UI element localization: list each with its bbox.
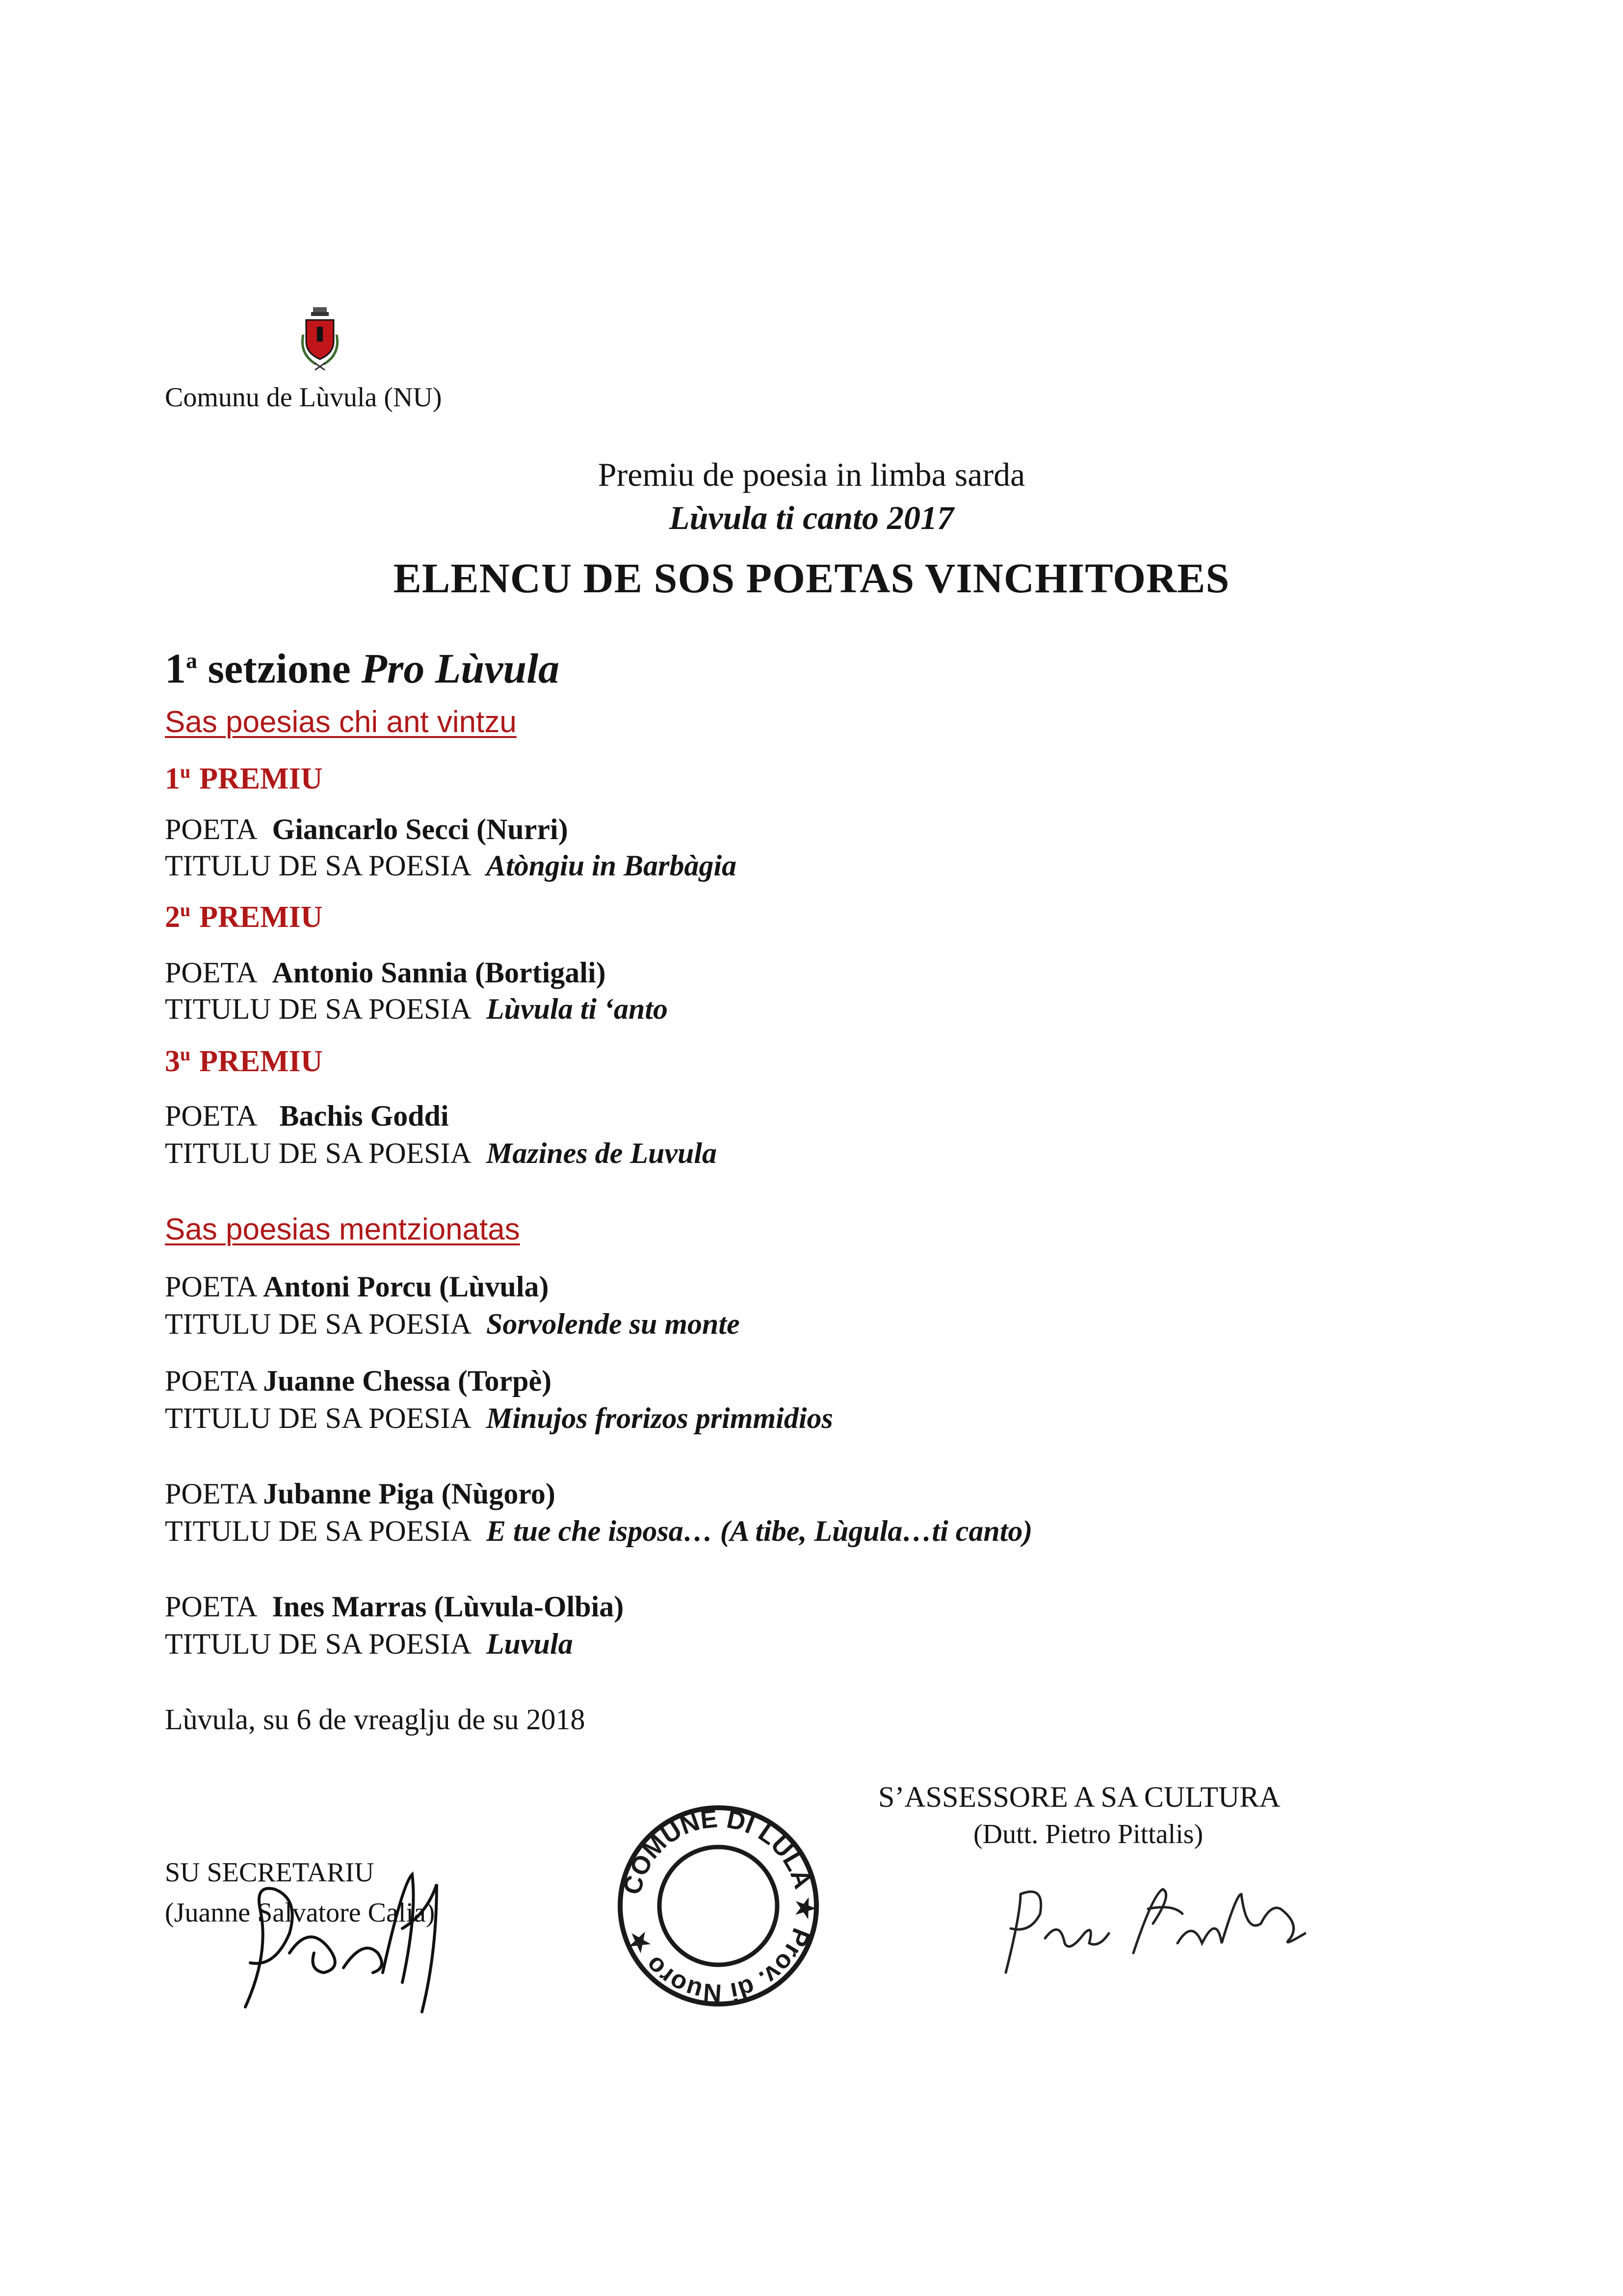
poem-title: Luvula [486,1628,573,1660]
section-word: setzione [208,645,351,692]
poet-name: Giancarlo Secci (Nurri) [272,813,568,845]
mention-3-poet [165,1477,555,1511]
poem-title: E tue che isposa… (A tibe, Lùgula…ti canto) [486,1515,1033,1547]
poem-title-label: TITULU DE SA POESIA [165,1308,471,1340]
prize-rank: 2 [165,900,180,934]
poet-label: POETA [165,1270,256,1303]
poet-label: POETA [165,1590,258,1623]
section-number: 1 [165,645,186,692]
section-title [165,644,559,693]
svg-text:COMUNE DI LULA ★ Prov. di Nuor: COMUNE DI LULA ★ Prov. di Nuoro ★ [618,1804,820,2007]
poem-title-label: TITULU DE SA POESIA [165,1628,471,1660]
poem-title-label: TITULU DE SA POESIA [165,1402,471,1434]
secretary-name: (Juanne Salvatore Calia) [165,1898,435,1928]
assessor-role: S’ASSESSORE A SA CULTURA [878,1781,1281,1813]
prize-ordinal: u [180,1044,191,1065]
secretary-signature [216,1855,471,2017]
date-line: Lùvula, su 6 de vreaglju de su 2018 [165,1703,585,1736]
poet-label: POETA [165,956,258,989]
poet-name: Jubanne Piga (Nùgoro) [263,1478,555,1510]
prize-2-poem [165,992,668,1026]
prize-label: PREMIU [199,900,323,934]
assessor-signature [986,1874,1330,1987]
prize-1-poet [165,813,568,846]
prize-heading-3 [165,1044,323,1079]
mentions-heading: Sas poesias mentzionatas [165,1213,520,1246]
poet-label: POETA [165,1100,258,1132]
prize-ordinal: u [180,762,191,783]
prize-rank: 3 [165,1045,180,1078]
poem-title: Mazines de Luvula [486,1137,717,1169]
municipality-name: Comunu de Lùvula (NU) [165,382,442,413]
poet-label: POETA [165,1365,256,1397]
prize-label: PREMIU [199,762,323,795]
mention-1-poem [165,1307,740,1341]
mention-1-poet [165,1270,549,1304]
poet-name: Bachis Goddi [279,1100,449,1132]
prize-1-poem [165,849,736,883]
prize-heading-1 [165,762,323,796]
poem-title-label: TITULU DE SA POESIA [165,1515,471,1547]
prize-heading-2 [165,900,323,935]
coat-of-arms-icon [296,305,343,374]
poet-label: POETA [165,1478,256,1510]
section-name: Pro Lùvula [361,645,560,692]
award-edition: Lùvula ti canto 2017 [669,499,954,536]
mention-4-poet [165,1590,624,1624]
prize-2-poet [165,956,606,990]
prize-3-poem [165,1136,717,1170]
poem-title-label: TITULU DE SA POESIA [165,849,471,882]
assessor-name: (Dutt. Pietro Pittalis) [973,1819,1204,1849]
poet-name: Ines Marras (Lùvula-Olbia) [272,1590,624,1623]
poem-title: Sorvolende su monte [486,1308,740,1340]
mention-3-poem [165,1514,1032,1548]
mention-2-poet [165,1364,551,1398]
winners-heading: Sas poesias chi ant vintzu [165,705,517,739]
poet-name: Antonio Sannia (Bortigali) [272,956,606,989]
municipal-stamp [612,1800,824,2012]
prize-label: PREMIU [199,1045,323,1078]
mention-4-poem [165,1627,573,1661]
prize-rank: 1 [165,762,180,795]
mention-2-poem [165,1401,833,1435]
secretary-role: SU SECRETARIU [165,1857,374,1888]
poem-title: Lùvula ti ‘anto [486,993,668,1025]
poem-title: Minujos frorizos primmidios [486,1402,833,1434]
award-line: Premiu de poesia in limba sarda [598,456,1025,493]
page-title: ELENCU DE SOS POETAS VINCHITORES [393,554,1230,602]
poet-label: POETA [165,813,258,845]
prize-3-poet [165,1099,449,1133]
poem-title: Atòngiu in Barbàgia [486,849,737,882]
poem-title-label: TITULU DE SA POESIA [165,1137,471,1169]
poet-name: Juanne Chessa (Torpè) [263,1365,552,1397]
poet-name: Antoni Porcu (Lùvula) [263,1270,549,1303]
prize-ordinal: u [180,900,191,921]
section-ordinal: a [186,648,197,673]
poem-title-label: TITULU DE SA POESIA [165,993,471,1025]
